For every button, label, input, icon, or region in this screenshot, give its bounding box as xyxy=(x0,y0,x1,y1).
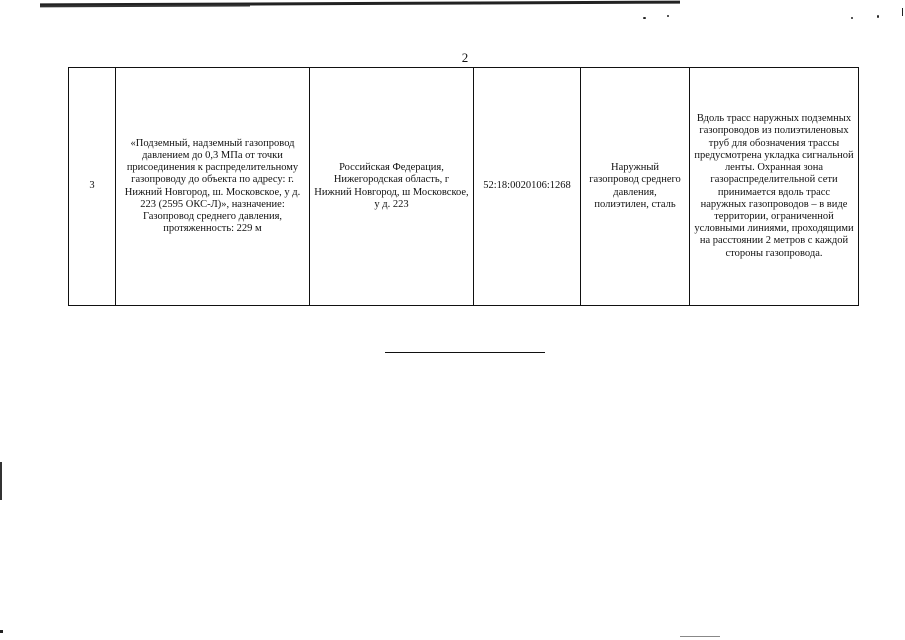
scan-speck xyxy=(902,8,903,16)
cadastral-number-cell: 52:18:0020106:1268 xyxy=(474,68,581,306)
scan-speck xyxy=(851,17,853,19)
scan-speck xyxy=(643,17,646,19)
scan-artifact-bottom-line xyxy=(680,636,720,637)
encumbrance-cell: Вдоль трасс наружных подземных газопроводов из полиэтиленовых труб для обозначения трассы предусмотрена укладка сигнальной ленты. Охранная зона газораспределительной сети принимается вдоль трасс наружных газопроводов – в виде территории, ограниченной условными линиями, проходящими на расстоянии 2 метров с каждой стороны газопровода. xyxy=(690,68,859,306)
row-number-cell: 3 xyxy=(69,68,116,306)
page-number: 2 xyxy=(461,50,469,65)
address-cell: Российская Федерация, Нижегородская область, г Нижний Новгород, ш Московское, у д. 223 xyxy=(310,68,474,306)
scan-artifact-top-line xyxy=(40,1,680,7)
register-table xyxy=(68,67,859,306)
characteristics-cell: Наружный газопровод среднего давления, полиэтилен, сталь xyxy=(581,68,690,306)
scan-speck xyxy=(877,15,879,18)
table-row xyxy=(69,68,859,306)
scan-artifact-bottom-dot xyxy=(0,630,3,633)
scan-artifact-left-mark xyxy=(0,462,2,500)
object-name-cell: «Подземный, надземный газопровод давлением до 0,3 МПа от точки присоединения к распределительному газопроводу до объекта по адресу: г. Нижний Новгород, ш. Московское, у д. 223 (2595 ОКС-Л)», назначение: Газопровод среднего давления, протяженность: 229 м xyxy=(116,68,310,306)
end-of-document-rule xyxy=(385,352,545,353)
scan-speck xyxy=(667,15,669,17)
